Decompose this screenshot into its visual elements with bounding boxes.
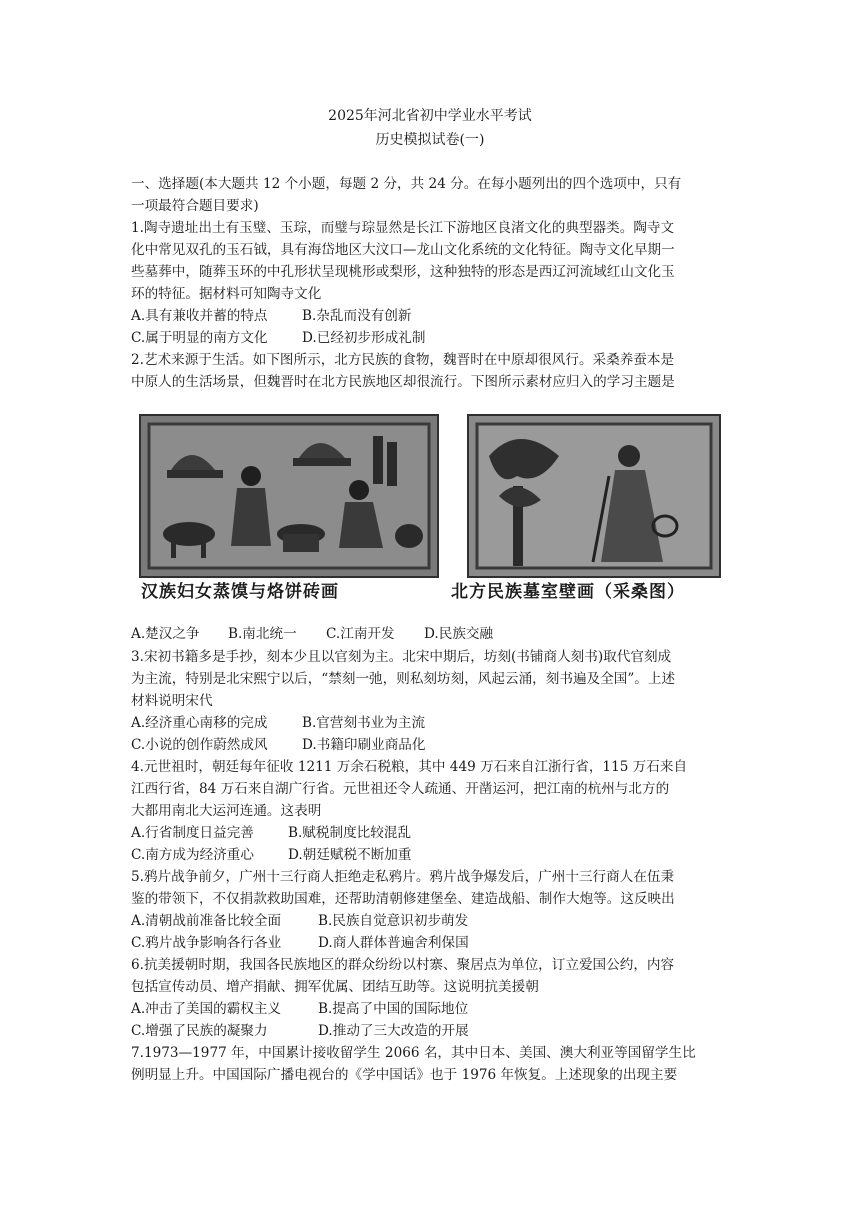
q3-option-d: D.书籍印刷业商品化 xyxy=(302,737,426,753)
q2-stem: 中原人的生活场景，但魏晋时在北方民族地区却很流行。下图所示素材应归入的学习主题是 xyxy=(131,374,675,390)
q6-option-a: A.冲击了美国的霸权主义 xyxy=(131,1001,282,1017)
q1-option-b: B.杂乱而没有创新 xyxy=(302,308,412,324)
q2-option-c: C.江南开发 xyxy=(326,626,395,642)
q1-stem: 化中常见双孔的玉石钺，具有海岱地区大汶口—龙山文化系统的文化特征。陶寺文化早期一 xyxy=(131,242,675,258)
exam-subtitle: 历史模拟试卷(一) xyxy=(375,132,485,148)
q7-stem: 例明显上升。中国国际广播电视台的《学中国话》也于 1976 年恢复。上述现象的出现主要 xyxy=(131,1067,678,1083)
q2-figure xyxy=(131,408,731,608)
q5-stem: 鉴的带领下，不仅捐款救助国难，还帮助清朝修建堡垒、建造战船、制作大炮等。这反映出 xyxy=(131,891,675,907)
q1-stem: 环的特征。据材料可知陶寺文化 xyxy=(131,286,322,302)
q2-stem: 2.艺术来源于生活。如下图所示，北方民族的食物，魏晋时在中原却很风行。采桑养蚕本是 xyxy=(131,352,675,368)
q3-stem: 材料说明宋代 xyxy=(131,693,213,709)
section-instruction: 一、选择题(本大题共 12 个小题，每题 2 分，共 24 分。在每小题列出的四个选项中，只有 xyxy=(131,176,682,192)
q2-option-a: A.楚汉之争 xyxy=(131,626,200,642)
q4-stem: 大都用南北大运河连通。这表明 xyxy=(131,803,322,819)
q6-option-c: C.增强了民族的凝聚力 xyxy=(131,1023,268,1039)
q3-option-a: A.经济重心南移的完成 xyxy=(131,715,268,731)
figure-caption-right: 北方民族墓室壁画（采桑图） xyxy=(451,582,685,602)
q5-option-a: A.清朝战前准备比较全面 xyxy=(131,913,282,929)
q7-stem: 7.1973—1977 年，中国累计接收留学生 2066 名，其中日本、美国、澳大利亚等国留学生比 xyxy=(131,1045,696,1061)
q4-option-c: C.南方成为经济重心 xyxy=(131,847,254,863)
q5-stem: 5.鸦片战争前夕，广州十三行商人拒绝走私鸦片。鸦片战争爆发后，广州十三行商人在伍秉 xyxy=(131,869,675,885)
exam-title: 2025年河北省初中学业水平考试 xyxy=(328,108,532,124)
q3-option-b: B.官营刻书业为主流 xyxy=(302,715,426,731)
mural-image xyxy=(467,414,721,578)
q5-option-c: C.鸦片战争影响各行各业 xyxy=(131,935,282,951)
section-instruction-cont: 一项最符合题目要求) xyxy=(131,198,259,214)
q3-stem: 3.宋初书籍多是手抄，刻本少且以官刻为主。北宋中期后，坊刻(书铺商人刻书)取代官刻成 xyxy=(131,649,672,665)
q4-stem: 4.元世祖时，朝廷每年征收 1211 万余石税粮，其中 449 万石来自江浙行省，115 万石来自 xyxy=(131,759,688,775)
q1-option-c: C.属于明显的南方文化 xyxy=(131,330,268,346)
q1-stem: 1.陶寺遗址出土有玉璧、玉琮，而璧与琮显然是长江下游地区良渚文化的典型器类。陶寺文 xyxy=(131,220,675,236)
q1-stem: 些墓葬中，随葬玉环的中孔形状呈现桃形或梨形，这种独特的形态是西辽河流域红山文化玉 xyxy=(131,264,675,280)
q6-stem: 包括宣传动员、增产捐献、拥军优属、团结互助等。这说明抗美援朝 xyxy=(131,979,539,995)
q4-option-a: A.行省制度日益完善 xyxy=(131,825,254,841)
q2-option-b: B.南北统一 xyxy=(228,626,297,642)
q6-option-b: B.提高了中国的国际地位 xyxy=(318,1001,469,1017)
q3-option-c: C.小说的创作蔚然成风 xyxy=(131,737,268,753)
q5-option-d: D.商人群体普遍舍利保国 xyxy=(318,935,469,951)
q6-option-d: D.推动了三大改造的开展 xyxy=(318,1023,469,1039)
q6-stem: 6.抗美援朝时期，我国各民族地区的群众纷纷以村寨、聚居点为单位，订立爱国公约，内容 xyxy=(131,957,675,973)
q4-option-d: D.朝廷赋税不断加重 xyxy=(288,847,412,863)
q4-stem: 江西行省，84 万石来自湖广行省。元世祖还令人疏通、开凿运河，把江南的杭州与北方的 xyxy=(131,781,670,797)
q2-option-d: D.民族交融 xyxy=(424,626,494,642)
figure-caption-left: 汉族妇女蒸馍与烙饼砖画 xyxy=(141,582,339,602)
q3-stem: 为主流，特别是北宋熙宁以后，“禁刻一弛，则私刻坊刻，风起云涌，刻书遍及全国”。上述 xyxy=(131,671,676,687)
brick-painting-image xyxy=(139,414,439,578)
q5-option-b: B.民族自觉意识初步萌发 xyxy=(318,913,469,929)
q4-option-b: B.赋税制度比较混乱 xyxy=(288,825,412,841)
q1-option-a: A.具有兼收并蓄的特点 xyxy=(131,308,268,324)
q1-option-d: D.已经初步形成礼制 xyxy=(302,330,426,346)
